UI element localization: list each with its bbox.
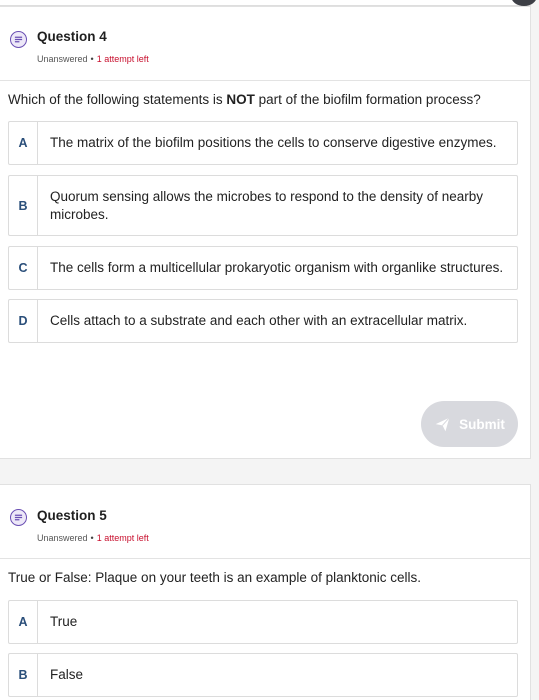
question-card-5 (0, 484, 531, 700)
option-text: Cells attach to a substrate and each other with an extracellular matrix. (50, 313, 468, 328)
submit-button[interactable] (421, 401, 518, 447)
attempts-left: 1 attempt left (96, 54, 149, 64)
question-list-icon (10, 509, 27, 526)
option-letter: A (9, 122, 38, 164)
option-letter: B (9, 176, 38, 235)
question-title: Question 5 (37, 508, 107, 523)
option-text: The cells form a multicellular prokaryotic organism with organlike structures. (50, 260, 504, 275)
option-letter: A (9, 601, 38, 643)
answer-option-b[interactable] (8, 653, 518, 697)
prompt-text-end: part of the biofilm formation process? (254, 92, 481, 107)
question-prompt: True or False: Plaque on your teeth is an example of planktonic cells. (8, 570, 421, 585)
prompt-emphasis: NOT (226, 92, 255, 107)
status-text: Unanswered (37, 533, 88, 543)
option-text: True (50, 614, 78, 629)
question-title: Question 4 (37, 29, 107, 44)
option-text: False (50, 667, 84, 682)
answer-option-b[interactable] (8, 175, 518, 236)
question-header (0, 485, 530, 559)
option-letter: B (9, 654, 38, 696)
status-separator: • (90, 533, 94, 543)
attempts-left: 1 attempt left (96, 533, 149, 543)
question-list-icon (10, 31, 27, 48)
question-status (37, 54, 149, 64)
question-status (37, 533, 149, 543)
option-letter: D (9, 300, 38, 342)
option-text: Quorum sensing allows the microbes to respond to the density of nearby microbes. (50, 188, 483, 222)
answer-option-a[interactable] (8, 121, 518, 165)
option-letter: C (9, 247, 38, 289)
status-separator: • (90, 54, 94, 64)
answer-option-c[interactable] (8, 246, 518, 290)
answer-option-d[interactable] (8, 299, 518, 343)
paper-plane-icon (434, 416, 451, 433)
status-text: Unanswered (37, 54, 88, 64)
prompt-text: Which of the following statements is (8, 92, 227, 107)
submit-label: Submit (459, 416, 505, 432)
question-prompt (8, 92, 481, 107)
question-card-4 (0, 6, 531, 459)
question-header (0, 7, 530, 81)
option-text: The matrix of the biofilm positions the cells to conserve digestive enzymes. (50, 135, 497, 150)
answer-option-a[interactable] (8, 600, 518, 644)
